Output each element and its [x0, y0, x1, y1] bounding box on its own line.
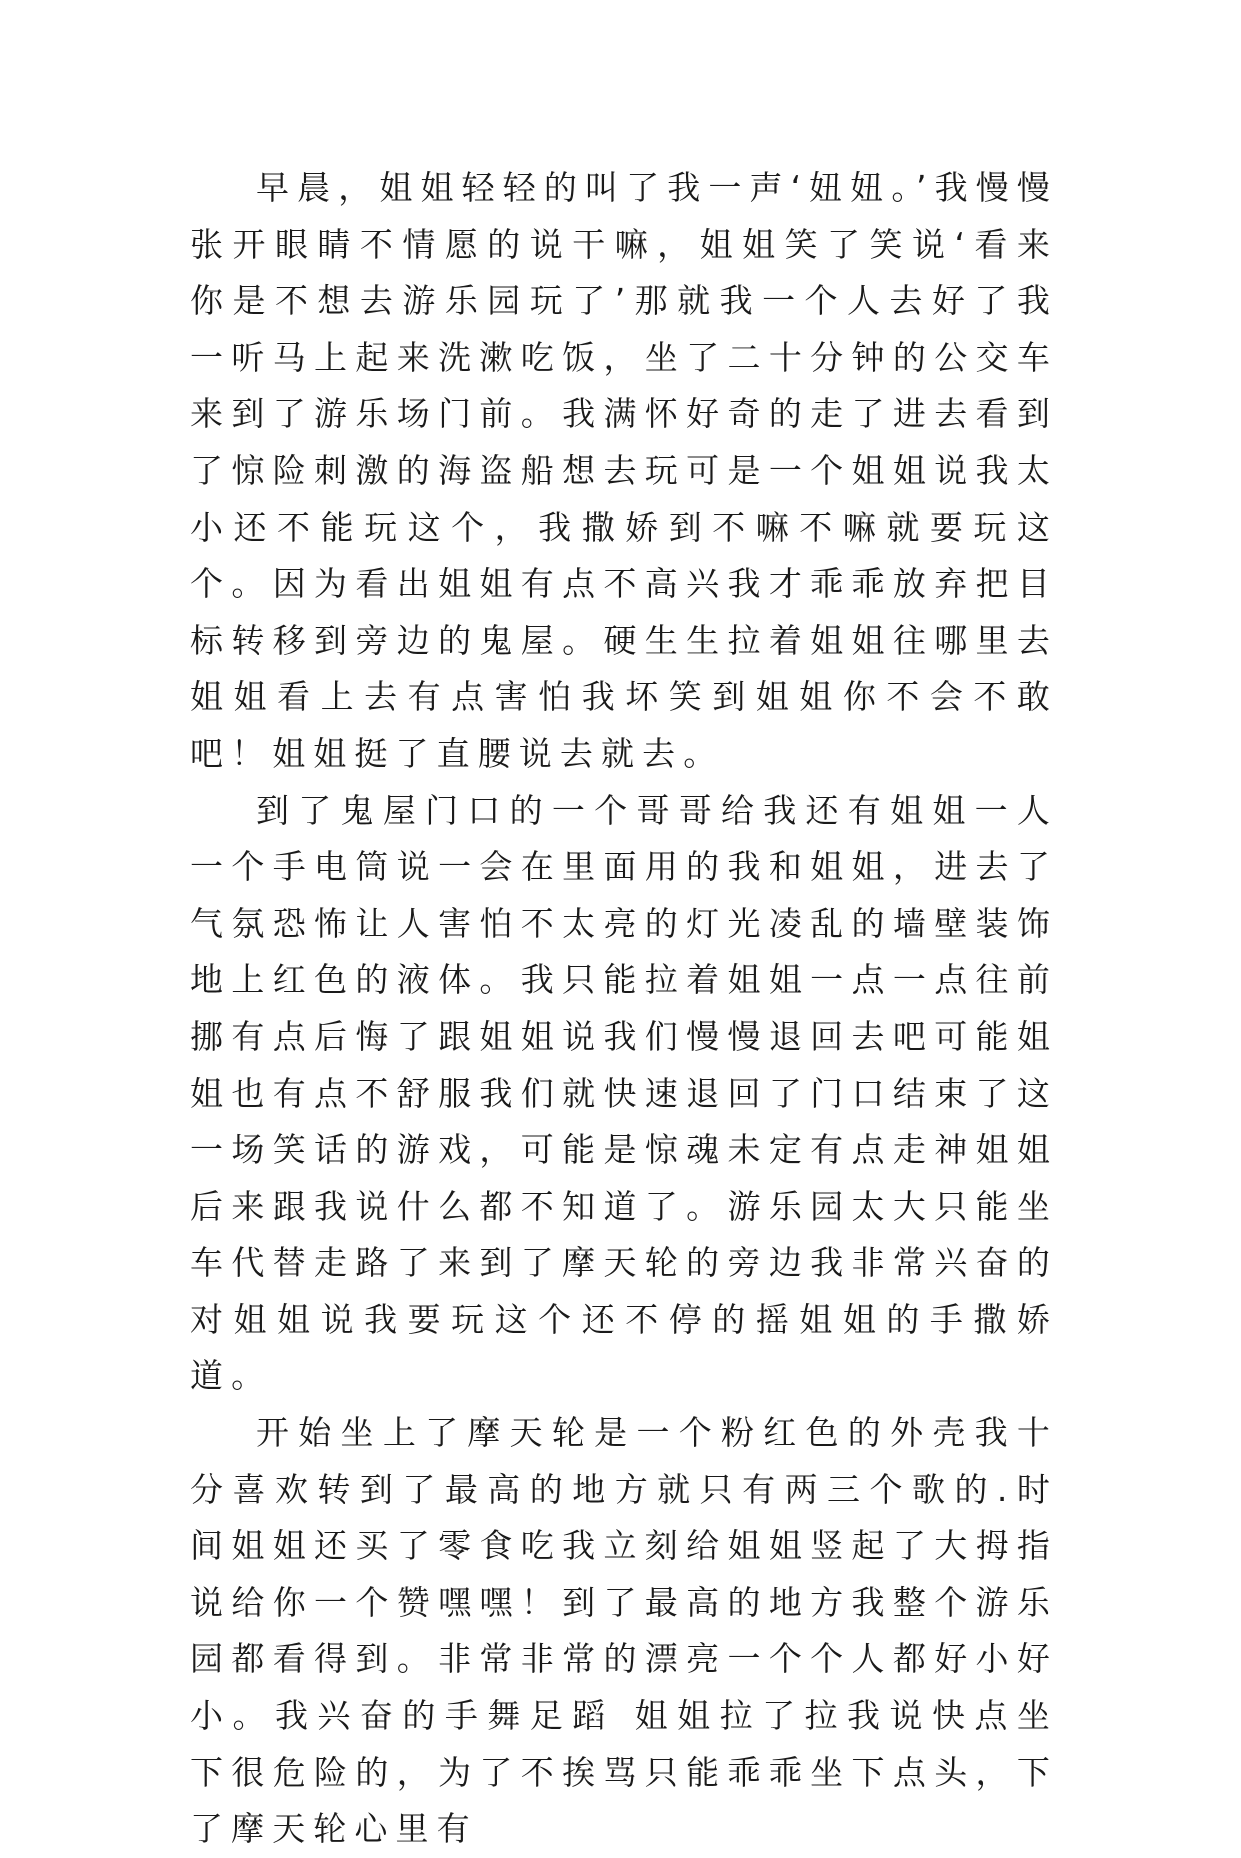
paragraph-1: 早晨，姐姐轻轻的叫了我一声‘妞妞。’我慢慢张开眼睛不情愿的说干嘛，姐姐笑了笑说‘看来你是不想去游乐园玩了’那就我一个人去好了我一听马上起来洗漱吃饭，坐了二十分钟的公交车来到了游乐场门前。我满怀好奇的走了进去看到了惊险刺激的海盗船想去玩可是一个姐姐说我太小还不能玩这个，我撒娇到不嘛不嘛就要玩这个。因为看出姐姐有点不高兴我才乖乖放弃把目标转移到旁边的鬼屋。硬生生拉着姐姐往哪里去姐姐看上去有点害怕我坏笑到姐姐你不会不敢吧！姐姐挺了直腰说去就去。	[190, 168, 1058, 773]
paragraph-3: 开始坐上了摩天轮是一个粉红色的外壳我十分喜欢转到了最高的地方就只有两三个歌的.时间姐姐还买了零食吃我立刻给姐姐竖起了大拇指说给你一个赞嘿嘿！到了最高的地方我整个游乐园都看得到。非常非常的漂亮一个个人都好小好小。我兴奋的手舞足蹈 姐姐拉了拉我说快点坐下很危险的，为了不挨骂只能乖乖坐下点头，下了摩天轮心里有	[190, 1413, 1058, 1849]
paragraph-2: 到了鬼屋门口的一个哥哥给我还有姐姐一人一个手电筒说一会在里面用的我和姐姐，进去了气氛恐怖让人害怕不太亮的灯光凌乱的墙壁装饰地上红色的液体。我只能拉着姐姐一点一点往前挪有点后悔了跟姐姐说我们慢慢退回去吧可能姐姐也有点不舒服我们就快速退回了门口结束了这一场笑话的游戏，可能是惊魂未定有点走神姐姐后来跟我说什么都不知道了。游乐园太大只能坐车代替走路了来到了摩天轮的旁边我非常兴奋的对姐姐说我要玩这个还不停的摇姐姐的手撒娇道。	[190, 790, 1058, 1396]
document-body	[190, 160, 1058, 1858]
